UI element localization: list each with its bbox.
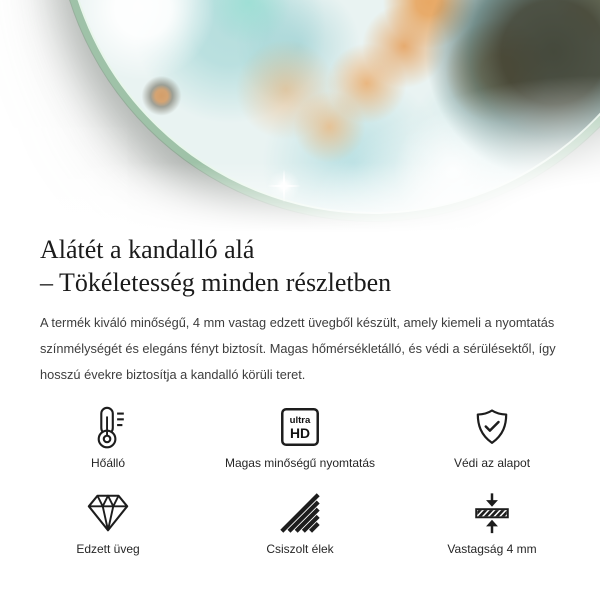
diamond-icon [85, 487, 131, 539]
page-title [40, 233, 391, 299]
feature-grid [12, 401, 588, 557]
product-photo [0, 0, 600, 232]
ultra-hd-icon-text-bottom: HD [289, 425, 311, 442]
feature-label: Vastagság 4 mm [447, 542, 537, 556]
product-description: A termék kiváló minőségű, 4 mm vastag edzett üvegből készült, amely kiemeli a nyomtatás színmélységét és elegáns fényt biztosít. Magas hőmérsékletálló, és védi a sérülésektől, így hosszú évekre biztosítja a kandalló körüli teret. [40, 315, 556, 382]
page-title-line-2: – Tökéletesség minden részletben [40, 268, 392, 297]
beveled-edge-icon [277, 487, 323, 539]
sparkle-icon [266, 168, 302, 204]
feature-ultra-hd-print [204, 401, 396, 471]
glass-hearth-pad-image [55, 0, 600, 221]
thermometer-icon [85, 401, 131, 453]
feature-label: Csiszolt élek [266, 542, 334, 556]
shield-check-icon [469, 401, 515, 453]
feature-protects-base [396, 401, 588, 471]
feature-polished-edges [204, 487, 396, 557]
feature-heat-resistant [12, 401, 204, 471]
page-title-line-1: Alátét a kandalló alá [40, 235, 255, 264]
feature-thickness [396, 487, 588, 557]
feature-tempered-glass [12, 487, 204, 557]
feature-label: Hőálló [90, 456, 126, 470]
feature-label: Edzett üveg [76, 542, 140, 556]
ultra-hd-icon [277, 401, 323, 453]
feature-label: Védi az alapot [453, 456, 531, 470]
feature-label: Magas minőségű nyomtatás [224, 456, 376, 470]
ultra-hd-icon-text-top: ultra [289, 415, 311, 427]
thickness-icon [469, 487, 515, 539]
